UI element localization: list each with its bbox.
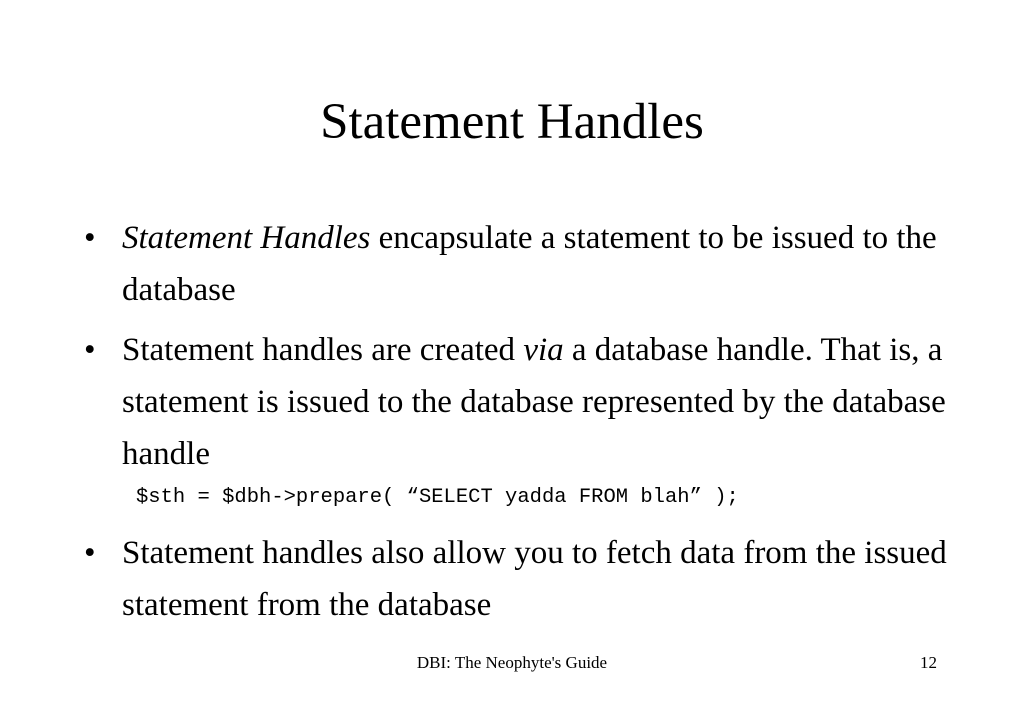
code-snippet: $sth = $dbh->prepare( “SELECT yadda FROM blah” ); bbox=[136, 486, 739, 509]
page-number: 12 bbox=[920, 653, 937, 672]
bullet-item bbox=[84, 324, 964, 480]
bullet-emphasis: via bbox=[523, 332, 564, 368]
bullet-item bbox=[84, 527, 964, 631]
bullet-text: a database handle. That is, a statement is issued to the database represented by the database handle bbox=[122, 332, 946, 472]
bullet-marker: • bbox=[84, 535, 96, 571]
bullet-text: Statement handles are created bbox=[122, 332, 524, 368]
bullet-marker: • bbox=[84, 332, 96, 368]
bullet-item bbox=[84, 212, 964, 316]
bullet-list bbox=[84, 212, 964, 631]
bullet-text: Statement handles also allow you to fetch data from the issued statement from the database bbox=[122, 535, 947, 623]
footer-title: DBI: The Neophyte's Guide bbox=[416, 653, 608, 672]
bullet-marker: • bbox=[84, 220, 96, 256]
bullet-text: encapsulate a statement to be issued to the database bbox=[122, 220, 937, 308]
slide-title: Statement Handles bbox=[320, 94, 704, 150]
bullet-emphasis: Statement Handles bbox=[122, 220, 371, 256]
